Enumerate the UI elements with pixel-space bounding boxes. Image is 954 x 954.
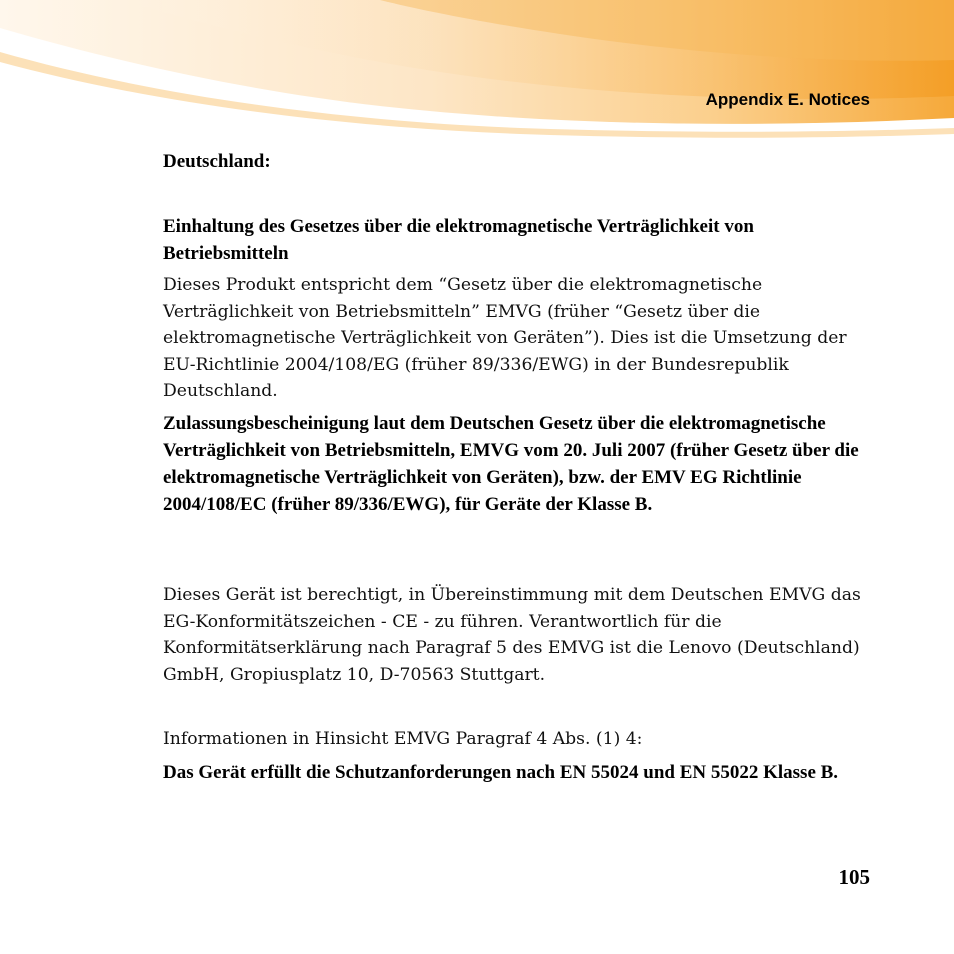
paragraph-ce-marking: Dieses Gerät ist berechtigt, in Übereinstimmung mit dem Deutschen EMVG das EG-Konformitätszeichen - CE - zu führen. Verantwortlich für die Konformitätserklärung nach Paragraf 5 des EMVG ist die Lenovo (Deutschland) GmbH, Gropiusplatz 10, D-70563 Stuttgart. (163, 585, 861, 685)
paragraph-emvg-compliance: Dieses Produkt entspricht dem “Gesetz über die elektromagnetische Verträglichkeit von Betriebsmitteln” EMVG (früher “Gesetz über die elektromagnetische Verträglichkeit von Geräten”). Dies ist die Umsetzung der EU-Richtlinie 2004/108/EG (früher 89/336/EWG) in der Bundesrepublik Deutschland. (163, 275, 847, 401)
conformity-statement: Das Gerät erfüllt die Schutzanforderungen nach EN 55024 und EN 55022 Klasse B. (163, 762, 839, 783)
page-number: 105 (838, 865, 870, 889)
country-heading: Deutschland: (163, 151, 271, 172)
running-head: Appendix E. Notices (705, 90, 870, 109)
certification-heading: Zulassungsbescheinigung laut dem Deutschen Gesetz über die elektromagnetische Verträglichkeit von Betriebsmitteln, EMVG vom 20. Juli 2007 (früher Gesetz über die elektromagnetische Verträglichkeit von Geräten), bzw. der EMV EG Richtlinie 2004/108/EC (früher 89/336/EWG), für Geräte der Klasse B. (163, 413, 859, 515)
law-heading: Einhaltung des Gesetzes über die elektromagnetische Verträglichkeit von Betriebsmitteln (163, 216, 754, 264)
paragraph-emvg-info: Informationen in Hinsicht EMVG Paragraf 4 Abs. (1) 4: (163, 729, 643, 749)
header-decoration (0, 0, 954, 140)
